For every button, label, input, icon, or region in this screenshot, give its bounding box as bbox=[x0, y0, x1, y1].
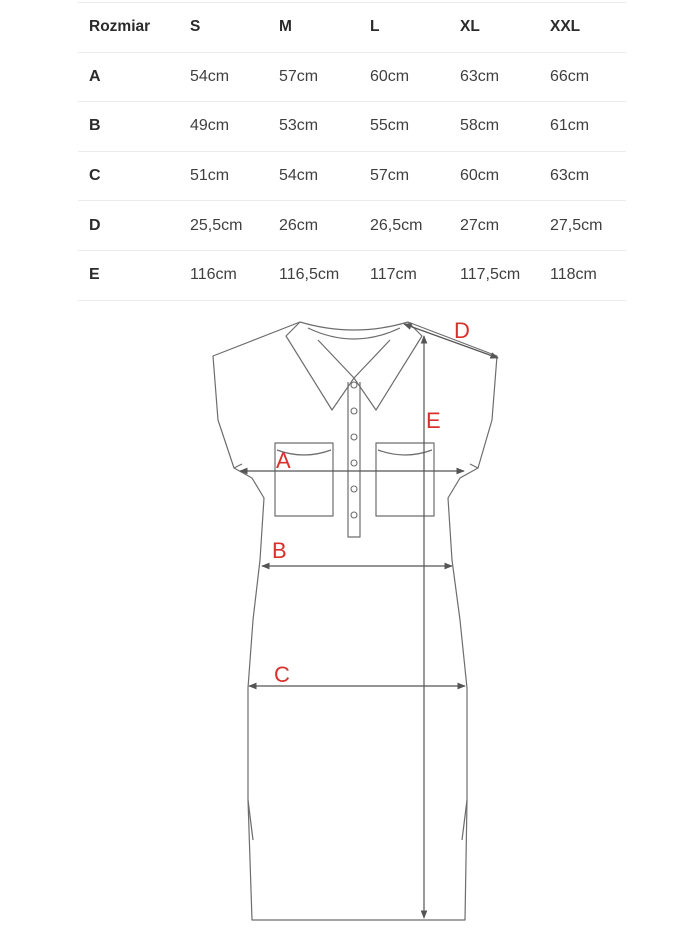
table-cell: 27,5cm bbox=[550, 216, 603, 234]
table-cell: 26,5cm bbox=[370, 216, 423, 234]
table-cell: 49cm bbox=[190, 117, 230, 135]
row-label: A bbox=[89, 67, 101, 85]
table-cell: 54cm bbox=[279, 167, 319, 185]
row-label: D bbox=[89, 216, 101, 234]
table-cell: 66cm bbox=[550, 67, 590, 85]
header-l: L bbox=[370, 18, 380, 36]
table-cell: 60cm bbox=[460, 167, 500, 185]
table-cell: 118cm bbox=[550, 266, 597, 284]
row-label: E bbox=[89, 266, 100, 284]
table-cell: 117,5cm bbox=[460, 266, 521, 284]
header-s: S bbox=[190, 18, 201, 36]
measure-label-b: B bbox=[272, 538, 287, 563]
table-row bbox=[78, 251, 626, 301]
table-cell: 27cm bbox=[460, 216, 500, 234]
measure-label-e: E bbox=[426, 408, 441, 433]
table-cell: 63cm bbox=[550, 167, 590, 185]
table-cell: 57cm bbox=[279, 67, 319, 85]
header-m: M bbox=[279, 18, 292, 36]
header-xxl: XXL bbox=[550, 18, 581, 36]
table-row bbox=[78, 201, 626, 251]
measure-label-d: D bbox=[454, 318, 470, 343]
table-header-row bbox=[78, 2, 626, 53]
table-cell: 25,5cm bbox=[190, 216, 243, 234]
header-xl: XL bbox=[460, 18, 480, 36]
row-label: C bbox=[89, 167, 101, 185]
table-cell: 54cm bbox=[190, 67, 230, 85]
table-cell: 60cm bbox=[370, 67, 410, 85]
table-cell: 63cm bbox=[460, 67, 500, 85]
table-cell: 53cm bbox=[279, 117, 319, 135]
table-cell: 57cm bbox=[370, 167, 410, 185]
table-cell: 116cm bbox=[190, 266, 237, 284]
measure-line-d bbox=[404, 324, 498, 358]
table-cell: 117cm bbox=[370, 266, 417, 284]
table-cell: 55cm bbox=[370, 117, 410, 135]
table-row bbox=[78, 152, 626, 202]
size-table bbox=[78, 2, 626, 301]
table-cell: 26cm bbox=[279, 216, 319, 234]
placket-buttons bbox=[351, 382, 357, 518]
row-label: B bbox=[89, 117, 101, 135]
table-cell: 58cm bbox=[460, 117, 500, 135]
table-row bbox=[78, 102, 626, 152]
dress-outline bbox=[213, 322, 497, 920]
measure-label-a: A bbox=[276, 448, 291, 473]
measure-label-c: C bbox=[274, 662, 290, 687]
table-cell: 116,5cm bbox=[279, 266, 340, 284]
table-row bbox=[78, 53, 626, 103]
table-cell: 51cm bbox=[190, 167, 230, 185]
header-size: Rozmiar bbox=[89, 18, 151, 36]
table-cell: 61cm bbox=[550, 117, 590, 135]
